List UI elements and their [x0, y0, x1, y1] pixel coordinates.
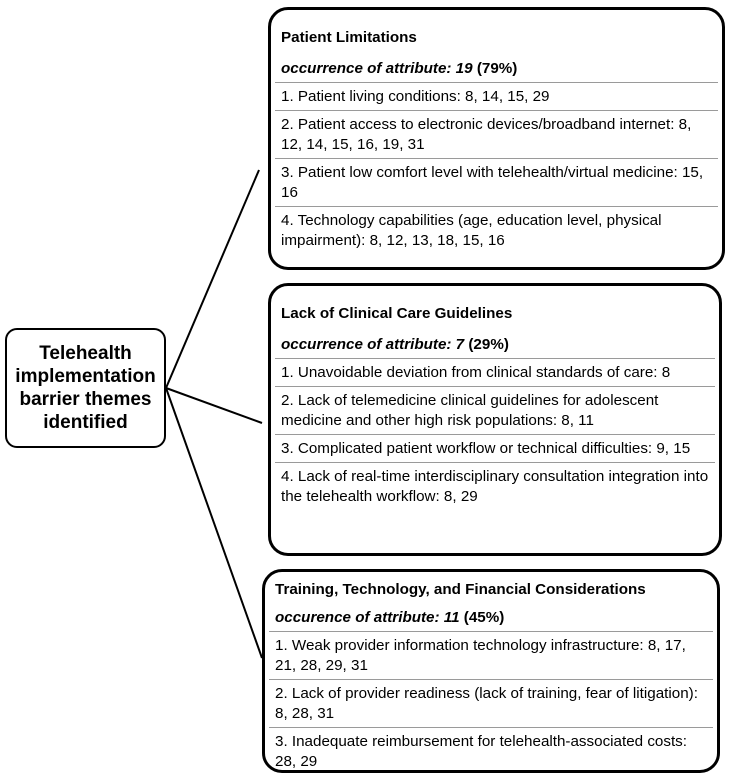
theme-box-training-technology-financial: [262, 569, 720, 773]
theme-box-clinical-guidelines: [268, 283, 722, 556]
barrier-item: 3. Inadequate reimbursement for telehealth-associated costs: 28, 29: [275, 733, 687, 770]
divider: [275, 434, 715, 435]
occurrence-percent: (79%): [476, 60, 518, 77]
occurrence-label: occurrence of attribute: 7: [281, 336, 465, 353]
barrier-item: 1. Unavoidable deviation from clinical standards of care: 8: [281, 364, 671, 381]
occurrence-label: occurrence of attribute: 19: [281, 60, 473, 77]
theme-title: Lack of Clinical Care Guidelines: [281, 305, 513, 322]
divider: [275, 206, 718, 207]
barrier-item: 2. Lack of provider readiness (lack of training, fear of litigation): 8, 28, 31: [275, 685, 698, 722]
divider: [275, 82, 718, 83]
divider: [275, 462, 715, 463]
occurrence-line: [281, 335, 709, 355]
divider: [275, 110, 718, 111]
theme-title: Training, Technology, and Financial Considerations: [275, 581, 646, 598]
barrier-item: 2. Lack of telemedicine clinical guidelines for adolescent medicine and other high risk populations: 8, 11: [281, 392, 659, 429]
occurrence-line: [275, 608, 707, 628]
barrier-item: 3. Complicated patient workflow or technical difficulties: 9, 15: [281, 440, 691, 457]
divider: [269, 631, 713, 632]
barrier-item: 4. Lack of real-time interdisciplinary consultation integration into the telehealth workflow: 8, 29: [281, 468, 709, 505]
connector-line-clinical: [166, 388, 262, 423]
divider: [275, 358, 715, 359]
central-theme-title: Telehealth implementation barrier themes identified: [15, 343, 156, 433]
barrier-item: 3. Patient low comfort level with telehealth/virtual medicine: 15, 16: [281, 164, 704, 201]
connector-line-training: [166, 388, 262, 658]
barrier-item: 4. Technology capabilities (age, education level, physical impairment): 8, 12, 13, 18, 15, 16: [281, 212, 662, 249]
theme-box-patient-limitations: [268, 7, 725, 270]
occurrence-line: [281, 59, 712, 79]
barrier-item: 1. Weak provider information technology infrastructure: 8, 17, 21, 28, 29, 31: [275, 637, 686, 674]
connector-line-patient: [166, 170, 259, 388]
theme-title: Patient Limitations: [281, 29, 417, 46]
barrier-item: 1. Patient living conditions: 8, 14, 15, 29: [281, 88, 550, 105]
barrier-item: 2. Patient access to electronic devices/broadband internet: 8, 12, 14, 15, 16, 19, 31: [281, 116, 692, 153]
occurrence-percent: (45%): [463, 609, 505, 626]
central-theme-box: [5, 328, 166, 448]
occurrence-label: occurence of attribute: 11: [275, 609, 460, 626]
divider: [269, 679, 713, 680]
divider: [269, 727, 713, 728]
divider: [275, 386, 715, 387]
divider: [275, 158, 718, 159]
occurrence-percent: (29%): [468, 336, 509, 353]
